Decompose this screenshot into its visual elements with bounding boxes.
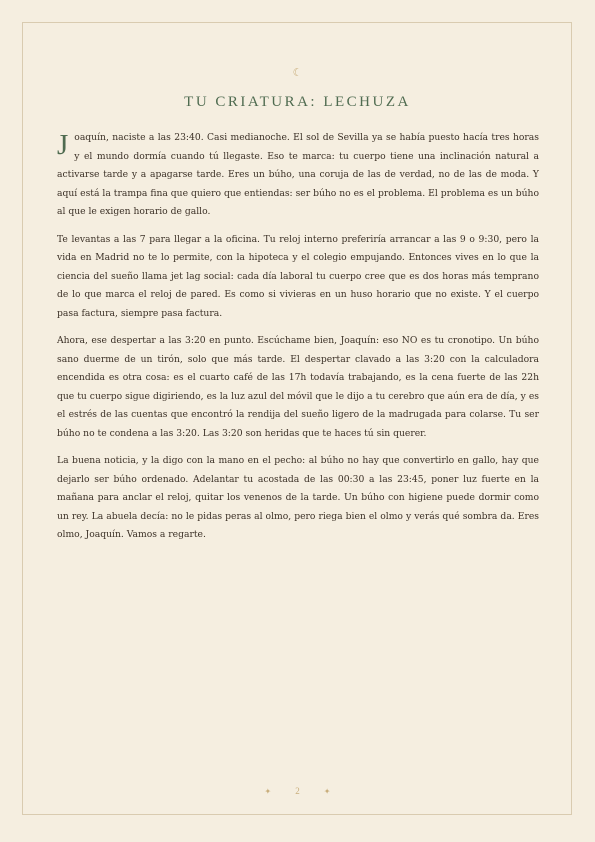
moon-icon: ☾ [292, 66, 303, 79]
star-ornament-icon: ✦ [323, 787, 331, 796]
paragraph-2: Te levantas a las 7 para llegar a la oficina. Tu reloj interno preferiría arrancar a las 9 o 9:30, pero la vida en Madrid no te lo permite, con la hipoteca y el colegio empujando. Entonces vives en lo que la ciencia del sueño llama jet lag social: cada día laboral tu cuerpo cree que es dos horas más temprano de lo que marca el reloj de pared. Es como si vivieras en un huso horario que no existe. Y el cuerpo pasa factura, siempre pasa factura. [57, 233, 539, 319]
paragraph-1-text: oaquín, naciste a las 23:40. Casi medianoche. El sol de Sevilla ya se había puesto hacía tres horas y el mundo dormía cuando tú llegaste. Eso te marca: tu cuerpo tiene una inclinación natural a activarse tarde y a apagarse tarde. Eres un búho, una coruja de las de verdad, no de las de moda. Y aquí está la trampa fina que quiero que entiendas: ser búho no es el problema. El problema es un búho al que le exigen horario de gallo. [57, 132, 539, 217]
star-ornament-icon: ✦ [264, 787, 272, 796]
paragraph-3: Ahora, ese despertar a las 3:20 en punto. Escúchame bien, Joaquín: eso NO es tu cronotipo. Un búho sano duerme de un tirón, solo que más tarde. El despertar clavado a las 3:20 con la calculadora encendida es otra cosa: es el cuarto café de las 17h todavía trabajando, es la cena fuerte de las 22h que tu cuerpo sigue digiriendo, es la luz azul del móvil que le dijo a tu cerebro que aún era de día, y es el estrés de las cuentas que encontró la rendija del sueño ligero de la madrugada para colarse. Tu ser búho no te condena a las 3:20. Las 3:20 son heridas que te haces tú sin querer. [57, 335, 539, 439]
paragraph-4: La buena noticia, y la digo con la mano en el pecho: al búho no hay que convertirlo en gallo, hay que dejarlo ser búho ordenado. Adelantar tu acostada de las 00:30 a las 23:45, poner luz fuerte en la mañana para anclar el reloj, quitar los venenos de la tarde. Un búho con higiene puede dormir como un rey. La abuela decía: no le pidas peras al olmo, pero riega bien el olmo y verás qué sombra da. Eres olmo, Joaquín. Vamos a regarte. [57, 455, 539, 540]
drop-cap: J [57, 129, 69, 161]
paragraph-1 [57, 129, 539, 222]
page-title: TU CRIATURA: LECHUZA [184, 94, 411, 110]
page-footer [0, 785, 595, 798]
page-number: 2 [295, 786, 300, 796]
body-text [57, 129, 539, 554]
